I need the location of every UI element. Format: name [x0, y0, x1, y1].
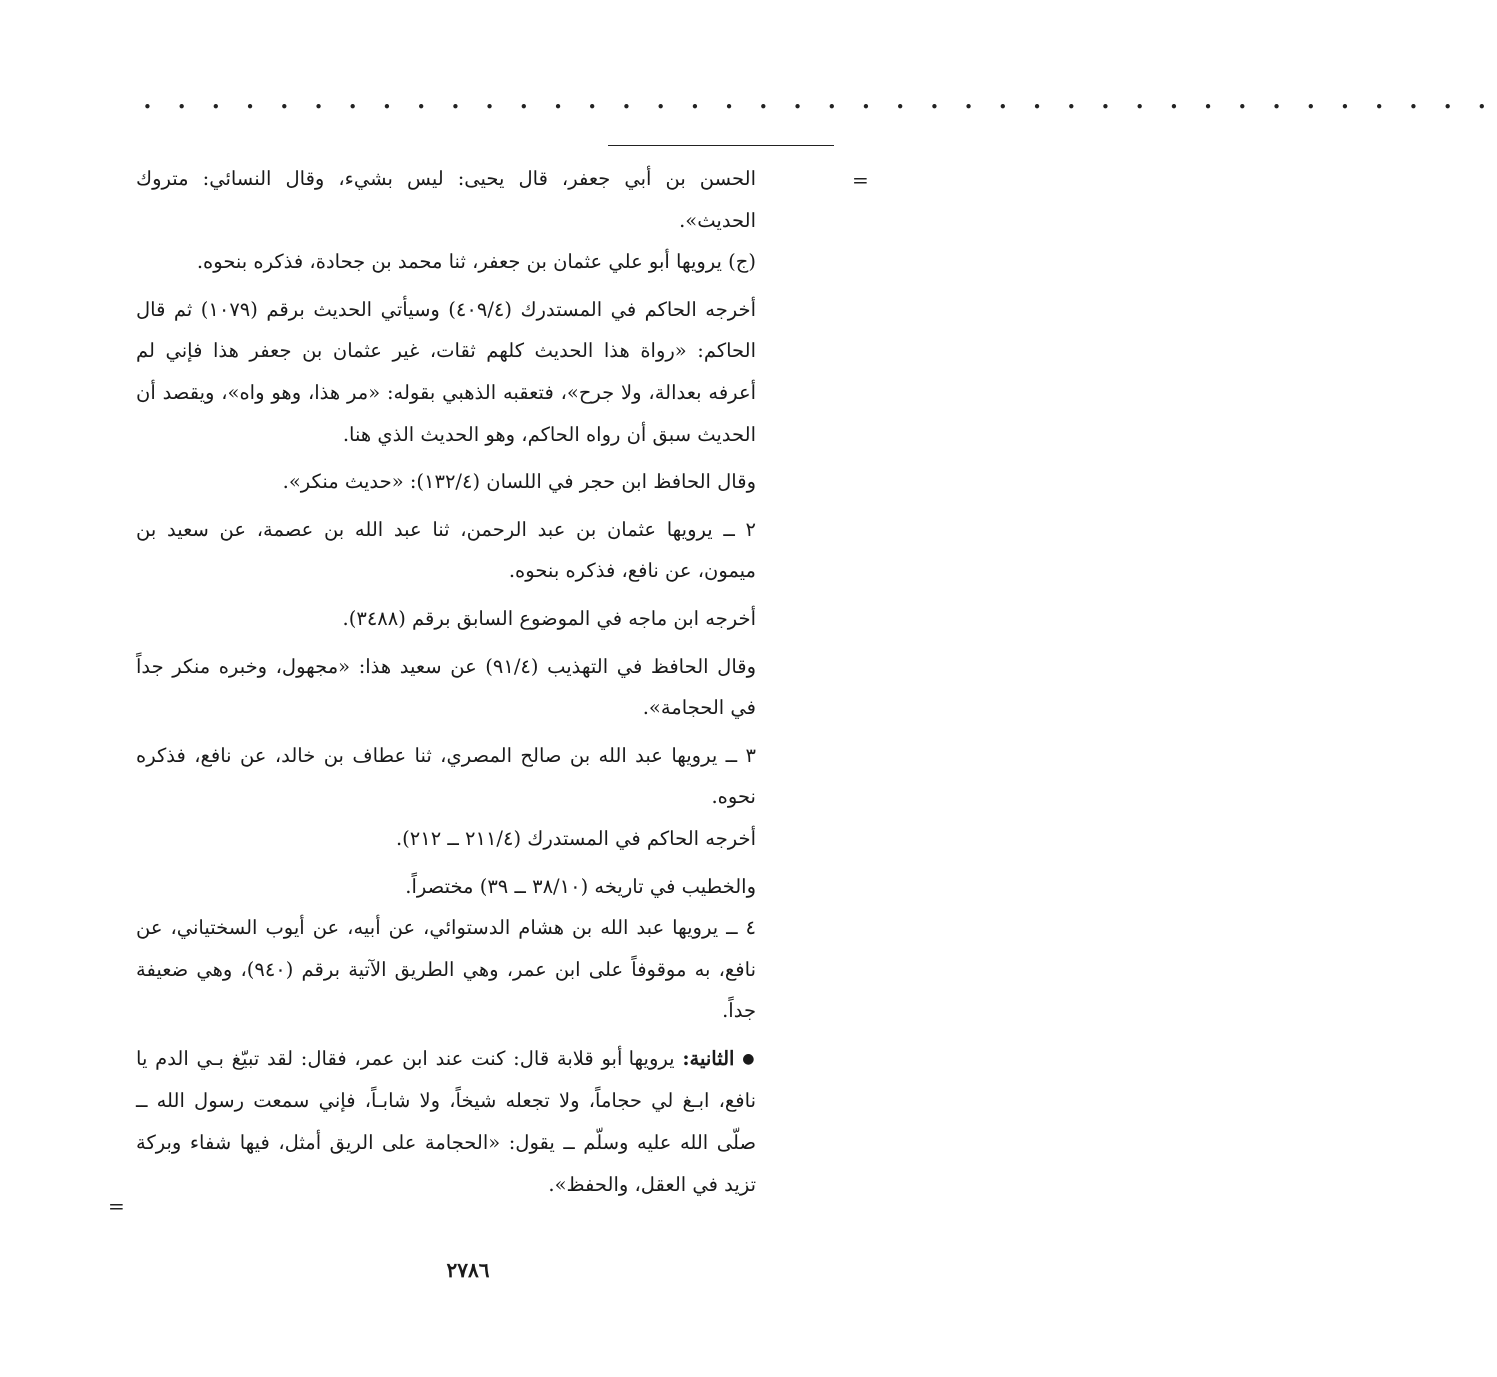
paragraph: أخرجه الحاكم في المستدرك (٢١١/٤ ــ ٢١٢).: [395, 826, 756, 850]
page-text: [136, 158, 756, 1211]
paragraph: ٢ ــ يرويها عثمان بن عبد الرحمن، ثنا عبد الله بن عصمة، عن سعيد بن ميمون، عن نافع، فذكره بنحوه.: [136, 517, 756, 583]
paragraph-label: الثانية:: [682, 1046, 735, 1070]
paragraph-body: يرويها أبو قلابة قال: كنت عند ابن عمر، فقال: لقد تبيّغ بـي الدم يا نافع، ابـغ لي حجاماً، ولا تجعله شيخاً، ولا شابـاً، فإني سمعت رسول الله ــ صلّى الله عليه وسلّم ــ يقول: «الحجامة على الريق أمثل، فيها شفاء وبركة تزيد في العقل، والحفظ».: [136, 1046, 756, 1196]
footnote-separator: [608, 145, 834, 146]
paragraph-second: [136, 1038, 756, 1205]
paragraph: والخطيب في تاريخه (٣٨/١٠ ــ ٣٩) مختصراً.: [405, 874, 756, 898]
page-number: ٢٧٨٦: [446, 1258, 490, 1282]
paragraph: وقال الحافظ ابن حجر في اللسان (١٣٢/٤): «حديث منكر».: [282, 470, 756, 494]
paragraph: ٣ ــ يرويها عبد الله بن صالح المصري، ثنا عطاف بن خالد، عن نافع، فذكره نحوه.: [136, 743, 756, 809]
paragraph: الحسن بن أبي جعفر، قال يحيى: ليس بشيء، وقال النسائي: متروك الحديث».: [136, 167, 756, 232]
bullet-icon: ●: [742, 1050, 757, 1067]
paragraph: (ج) يرويها أبو علي عثمان بن جعفر، ثنا محمد بن جحادة، فذكره بنحوه.: [196, 250, 756, 274]
paragraph: أخرجه الحاكم في المستدرك (٤٠٩/٤) وسيأتي الحديث برقم (١٠٧٩) ثم قال الحاكم: «رواة هذا الحديث كلهم ثقات، غير عثمان بن جعفر هذا فإني لم أعرفه بعدالة، ولا جرح»، فتعقبه الذهبي بقوله: «مر هذا، وهو واه»، ويقصد أن الحديث سبق أن رواه الحاكم، وهو الحديث الذي هنا.: [136, 297, 756, 446]
continuation-marker-bottom: =: [108, 1194, 125, 1218]
ornament-dots: • • • • • • • • • • • • • • • • • • • • • • • • • • • • • • • • • • • • • • • •: [143, 98, 1497, 116]
paragraph: وقال الحافظ في التهذيب (٩١/٤) عن سعيد هذا: «مجهول، وخبره منكر جداً في الحجامة».: [136, 654, 756, 720]
paragraph: ٤ ــ يرويها عبد الله بن هشام الدستوائي، عن أبيه، عن أيوب السختياني، عن نافع، به موقوفاً على ابن عمر، وهي الطريق الآتية برقم (٩٤٠)، وهي ضعيفة جداً.: [136, 916, 756, 1023]
paragraph: أخرجه ابن ماجه في الموضوع السابق برقم (٣٤٨٨).: [342, 606, 756, 630]
continuation-marker-top: =: [852, 168, 869, 192]
